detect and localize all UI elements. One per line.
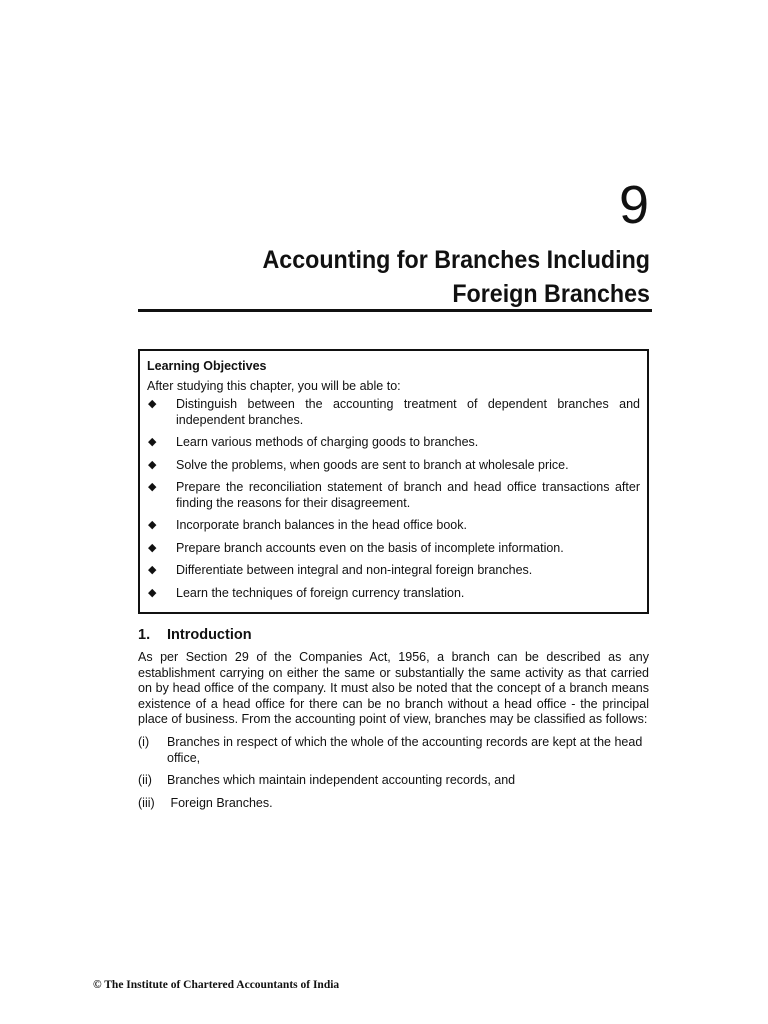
diamond-bullet-icon: ◆ <box>148 541 157 554</box>
objective-item <box>147 480 640 511</box>
chapter-number: 9 <box>618 175 649 235</box>
objective-item <box>147 458 640 474</box>
objectives-list <box>147 397 640 601</box>
introduction-paragraph: As per Section 29 of the Companies Act, 1956, a branch can be described as any establishment carrying on either the same or substantially the same activity as that carried on by head office of the company. It must also be noted that the concept of a branch means existence of a head office for there can be no branch without a head office - the principal place of business. From the accounting point of view, branches may be classified as follows: <box>138 650 649 726</box>
objective-item <box>147 586 640 602</box>
list-marker: (ii) <box>138 773 152 787</box>
classification-item <box>138 796 649 812</box>
objectives-intro: After studying this chapter, you will be able to: <box>147 379 401 393</box>
classification-text: Foreign Branches. <box>167 795 273 810</box>
objective-item <box>147 541 640 557</box>
diamond-bullet-icon: ◆ <box>148 398 157 410</box>
classification-item <box>138 735 649 766</box>
diamond-bullet-icon: ◆ <box>148 586 157 599</box>
objective-text: Learn various methods of charging goods to branches. <box>176 435 479 449</box>
objective-item <box>147 435 640 451</box>
title-rule <box>138 309 652 312</box>
diamond-bullet-icon: ◆ <box>148 564 157 576</box>
classification-text: Branches in respect of which the whole of the accounting records are kept at the head office, <box>167 735 643 765</box>
objective-text: Distinguish between the accounting treatment of dependent branches and independent branches. <box>176 397 640 427</box>
section-title: Introduction <box>167 627 252 643</box>
objective-item <box>147 563 640 579</box>
list-marker: (iii) <box>138 795 155 810</box>
objective-text: Prepare the reconciliation statement of branch and head office transactions after finding the reasons for their disagreement. <box>176 480 640 510</box>
classification-item <box>138 773 649 789</box>
branch-classification-list <box>138 735 649 818</box>
classification-text: Branches which maintain independent accounting records, and <box>167 773 516 787</box>
diamond-bullet-icon: ◆ <box>148 458 157 471</box>
objective-text: Prepare branch accounts even on the basis of incomplete information. <box>176 540 564 555</box>
list-marker: (i) <box>138 735 150 749</box>
diamond-bullet-icon: ◆ <box>148 436 157 448</box>
objectives-heading: Learning Objectives <box>147 359 267 373</box>
learning-objectives-box <box>138 349 649 614</box>
objective-item <box>147 518 640 534</box>
footer-copyright: © The Institute of Chartered Accountants of India <box>93 979 340 991</box>
section-number: 1. <box>138 627 151 643</box>
chapter-title: Accounting for Branches Including Foreign Branches <box>262 246 650 308</box>
diamond-bullet-icon: ◆ <box>148 519 157 531</box>
section-heading <box>138 626 252 644</box>
objective-text: Solve the problems, when goods are sent to branch at wholesale price. <box>176 457 569 472</box>
objective-text: Incorporate branch balances in the head office book. <box>176 518 467 532</box>
objective-item <box>147 397 640 428</box>
diamond-bullet-icon: ◆ <box>148 481 157 493</box>
objective-text: Differentiate between integral and non-integral foreign branches. <box>176 563 533 577</box>
objective-text: Learn the techniques of foreign currency translation. <box>176 585 465 600</box>
